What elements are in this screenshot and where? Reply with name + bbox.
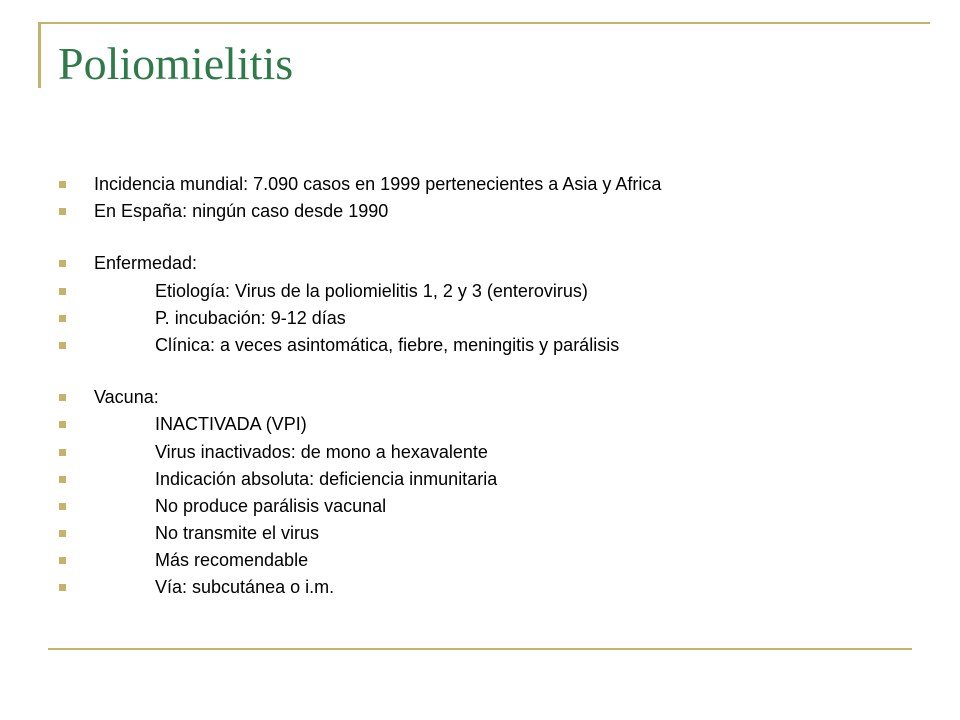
bullet-item xyxy=(58,384,918,411)
bullet-text: Vacuna: xyxy=(94,387,159,408)
square-bullet-icon xyxy=(59,315,66,322)
bullet-text: En España: ningún caso desde 1990 xyxy=(94,201,389,222)
slide-title: Poliomielitis xyxy=(58,38,294,89)
square-bullet-icon xyxy=(59,394,66,401)
bullet-text: Virus inactivados: de mono a hexavalente xyxy=(155,441,488,462)
frame-top-line xyxy=(38,22,930,24)
bullet-text: No produce parálisis vacunal xyxy=(155,495,387,516)
bullet-text: Etiología: Virus de la poliomielitis 1, 2 y 3 (enterovirus) xyxy=(155,280,588,301)
bullet-list xyxy=(58,171,918,602)
bullet-text: No transmite el virus xyxy=(155,523,320,544)
square-bullet-icon xyxy=(59,421,66,428)
bullet-item xyxy=(58,493,918,520)
bullet-text: Indicación absoluta: deficiencia inmunitaria xyxy=(155,468,498,489)
bullet-item xyxy=(58,198,918,225)
square-bullet-icon xyxy=(59,449,66,456)
bullet-text: Enfermedad: xyxy=(94,253,198,274)
frame-vertical-line xyxy=(38,22,41,88)
bullet-text: P. incubación: 9-12 días xyxy=(155,307,346,328)
bullet-item xyxy=(58,332,918,359)
footer-divider-line xyxy=(48,648,912,650)
bullet-item xyxy=(58,547,918,574)
square-bullet-icon xyxy=(59,584,66,591)
bullet-item xyxy=(58,305,918,332)
square-bullet-icon xyxy=(59,342,66,349)
bullet-item xyxy=(58,250,918,277)
square-bullet-icon xyxy=(59,208,66,215)
square-bullet-icon xyxy=(59,288,66,295)
square-bullet-icon xyxy=(59,530,66,537)
bullet-text: Clínica: a veces asintomática, fiebre, meningitis y parálisis xyxy=(155,334,620,355)
bullet-text: Más recomendable xyxy=(155,550,309,571)
square-bullet-icon xyxy=(59,260,66,267)
bullet-text: INACTIVADA (VPI) xyxy=(155,414,307,435)
bullet-item xyxy=(58,278,918,305)
bullet-item xyxy=(58,466,918,493)
bullet-text: Incidencia mundial: 7.090 casos en 1999 pertenecientes a Asia y Africa xyxy=(94,174,662,194)
bullet-item xyxy=(58,171,918,198)
square-bullet-icon xyxy=(59,557,66,564)
square-bullet-icon xyxy=(59,476,66,483)
bullet-item xyxy=(58,574,918,601)
bullet-item xyxy=(58,439,918,466)
bullet-item xyxy=(58,520,918,547)
square-bullet-icon xyxy=(59,503,66,510)
bullet-text: Vía: subcutánea o i.m. xyxy=(155,577,335,598)
bullet-item xyxy=(58,411,918,438)
square-bullet-icon xyxy=(59,181,66,188)
